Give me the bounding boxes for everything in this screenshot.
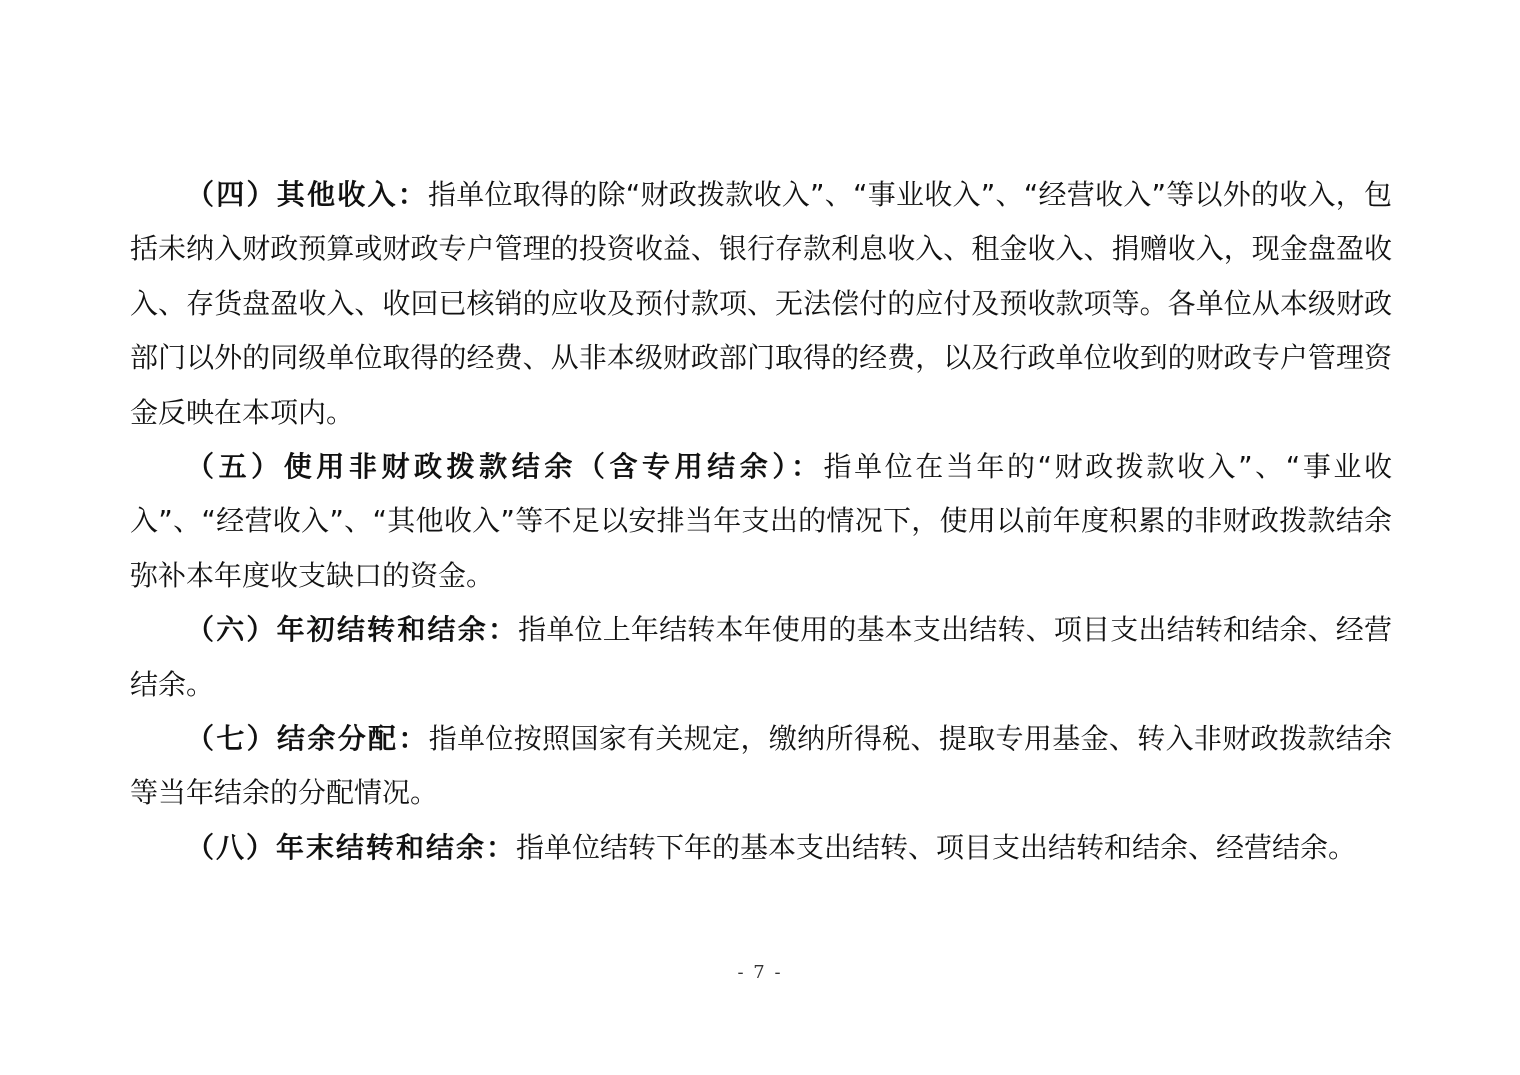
paragraph-heading: （六）年初结转和结余：	[186, 613, 519, 647]
paragraph-text: 指单位取得的除“财政拨款收入”、“事业收入”、“经营收入”等以外的收入，包括未纳入财政预算或财政专户管理的投资收益、银行存款利息收入、租金收入、捐赠收入，现金盘盈收入、存货盘盈收入、收回已核销的应收及预付款项、无法偿付的应付及预收款项等。各单位从本级财政部门以外的同级单位取得的经费、从非本级财政部门取得的经费，以及行政单位收到的财政专户管理资金反映在本项内。	[130, 178, 1392, 429]
paragraph-heading: （七）结余分配：	[186, 722, 429, 756]
paragraph-heading: （五）使用非财政拨款结余（含专用结余）：	[186, 450, 824, 484]
document-body	[130, 168, 1392, 875]
paragraph-heading: （四）其他收入：	[186, 178, 428, 211]
paragraph-beginning-carryover	[130, 603, 1392, 712]
paragraph-text: 指单位结转下年的基本支出结转、项目支出结转和结余、经营结余。	[516, 830, 1357, 864]
page-number: - 7 -	[737, 962, 783, 983]
paragraph-heading: （八）年末结转和结余：	[186, 830, 517, 864]
paragraph-text: 指单位上年结转本年使用的基本支出结转、项目支出结转和结余、经营结余。	[130, 613, 1392, 701]
paragraph-text: 指单位按照国家有关规定，缴纳所得税、提取专用基金、转入非财政拨款结余等当年结余的分配情况。	[130, 722, 1392, 810]
paragraph-year-end-carryover	[130, 821, 1392, 875]
paragraph-surplus-distribution	[130, 712, 1392, 821]
paragraph-other-income	[130, 168, 1392, 440]
paragraph-text: 指单位在当年的“财政拨款收入”、“事业收入”、“经营收入”、“其他收入”等不足以安排当年支出的情况下，使用以前年度积累的非财政拨款结余弥补本年度收支缺口的资金。	[130, 450, 1392, 592]
paragraph-use-of-non-fiscal-surplus	[130, 440, 1392, 603]
